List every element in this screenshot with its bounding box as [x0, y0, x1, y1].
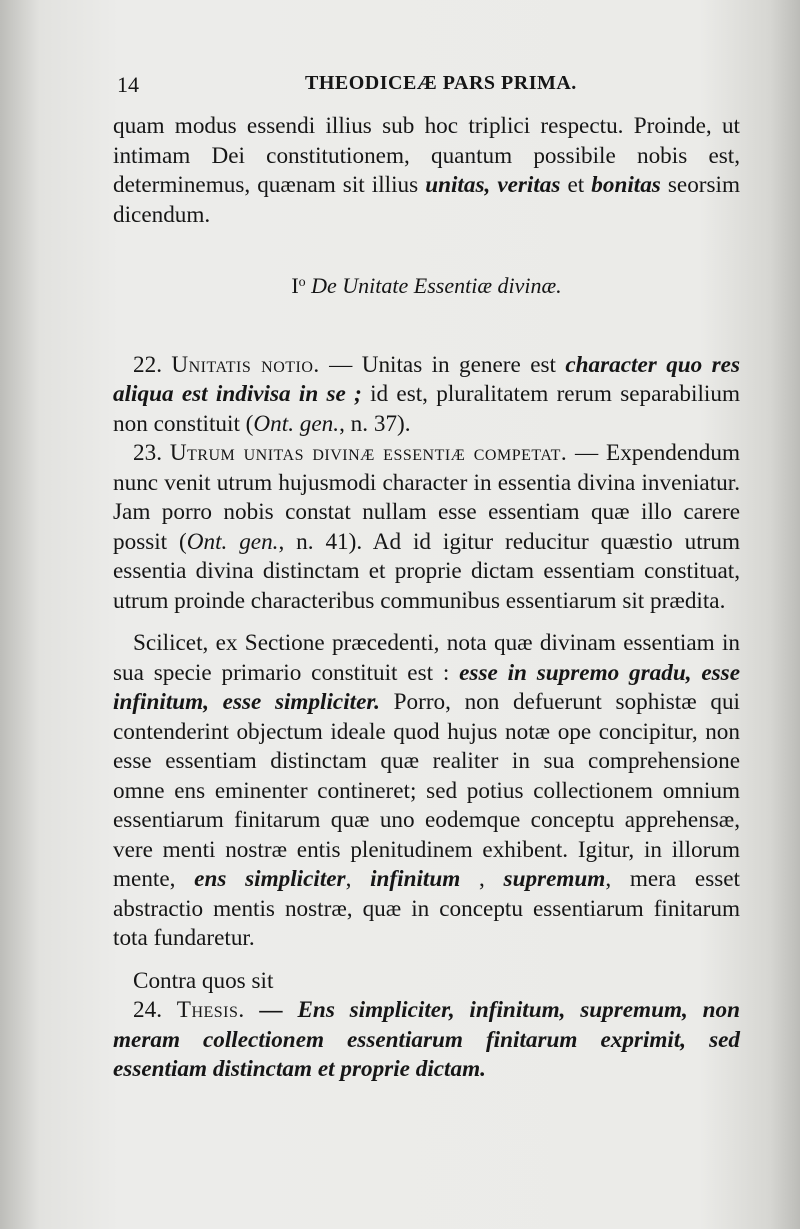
paragraph-scilicet	[113, 629, 740, 954]
intro-text-end: seorsim dicendum.	[113, 172, 741, 228]
paragraph-text: — Expendendum nunc venit utrum hujusmodi character in essentia divina inveniatur. Jam porro nobis constat nullam esse essentiam quæ illo carere possit (	[113, 440, 740, 555]
paragraph-23	[113, 439, 740, 616]
page-header	[117, 72, 737, 102]
paragraph-24	[113, 996, 740, 1085]
paragraph-heading: Utrum unitas divinæ essentiæ competat.	[169, 440, 568, 466]
paragraph-text: id est, pluralitatem rerum separabilium non constituit (	[113, 381, 740, 437]
intro-term-unitas-veritas: unitas, veritas	[425, 172, 561, 198]
definition-text: character quo res aliqua est indivisa in se ;	[113, 351, 741, 407]
contra-line: Contra quos sit	[133, 967, 274, 994]
intro-term-bonitas: bonitas	[591, 172, 661, 198]
paragraph-number: 22.	[133, 351, 162, 378]
intro-text: quam modus essendi illius sub hoc triplici respectu. Proinde, ut intimam Dei constitutionem, quantum possibile nobis est, determinemus, quænam sit illius	[113, 113, 740, 198]
quoted-definition: esse in supremo gradu, esse infinitum, esse simpliciter.	[113, 659, 740, 715]
paragraph-number: 24.	[133, 997, 162, 1023]
paragraph-text: Scilicet, ex Sectione præcedenti, nota quæ divinam essentiam in sua specie primario constituit est :	[113, 630, 740, 686]
intro-paragraph	[113, 112, 740, 230]
thesis-heading: Thesis.	[176, 997, 245, 1023]
paragraph-text: Porro, non defuerunt sophistæ qui contenderint objectum ideale quod hujus notæ ope concipitur, non esse essentiam distinctam quæ realiter in sua comprehensione omne ens eminenter contineret; sed potius collectionem omnium essentiarum finitarum quæ uno eodemque conceptu apprehensæ, vere menti nostræ entis plenitudinem exhibent. Igitur, in illorum mente,	[113, 689, 740, 892]
paragraph-22	[113, 351, 740, 440]
term-supremum: supremum	[503, 866, 606, 892]
term-infinitum: infinitum	[370, 866, 461, 892]
reference-text: Ont. gen.	[253, 410, 340, 437]
section-numeral: I	[291, 273, 299, 298]
paragraph-text: , mera esset abstractio mentis nostræ, quæ in conceptu essentiarum finitarum tota fundaretur.	[113, 866, 740, 951]
page-number: 14	[117, 72, 139, 97]
paragraph-heading: Unitatis notio.	[171, 351, 320, 378]
reference-text: Ont. gen.	[186, 528, 279, 555]
section-heading	[113, 268, 740, 301]
body-text	[113, 112, 740, 1085]
paragraph-gap	[113, 954, 740, 967]
term-ens-simpliciter: ens simpliciter	[194, 866, 346, 892]
paragraph-text: , n. 37).	[339, 410, 411, 437]
running-title: THEODICEÆ PARS PRIMA.	[305, 72, 577, 94]
paragraph-gap	[113, 616, 740, 629]
paragraph-text: , n. 41). Ad id igitur reducitur quæstio utrum essentia divina distinctam et proprie dictam essentiam constituat, utrum proinde characteribus communibus essentiarum sit prædita.	[113, 528, 741, 614]
intro-text-and: et	[560, 172, 592, 198]
section-title: De Unitate Essentiæ divinæ.	[311, 273, 562, 298]
separator: ,	[345, 866, 371, 892]
section-numeral-sup: o	[298, 275, 306, 290]
thesis-text: — Ens simpliciter, infinitum, supremum, non meram collectionem essentiarum finitarum exprimit, sed essentiam distinctam et proprie dictam.	[113, 997, 740, 1082]
paragraph-text: — Unitas in genere est	[319, 351, 566, 378]
separator: ,	[460, 866, 504, 892]
paragraph-number: 23.	[133, 440, 162, 466]
